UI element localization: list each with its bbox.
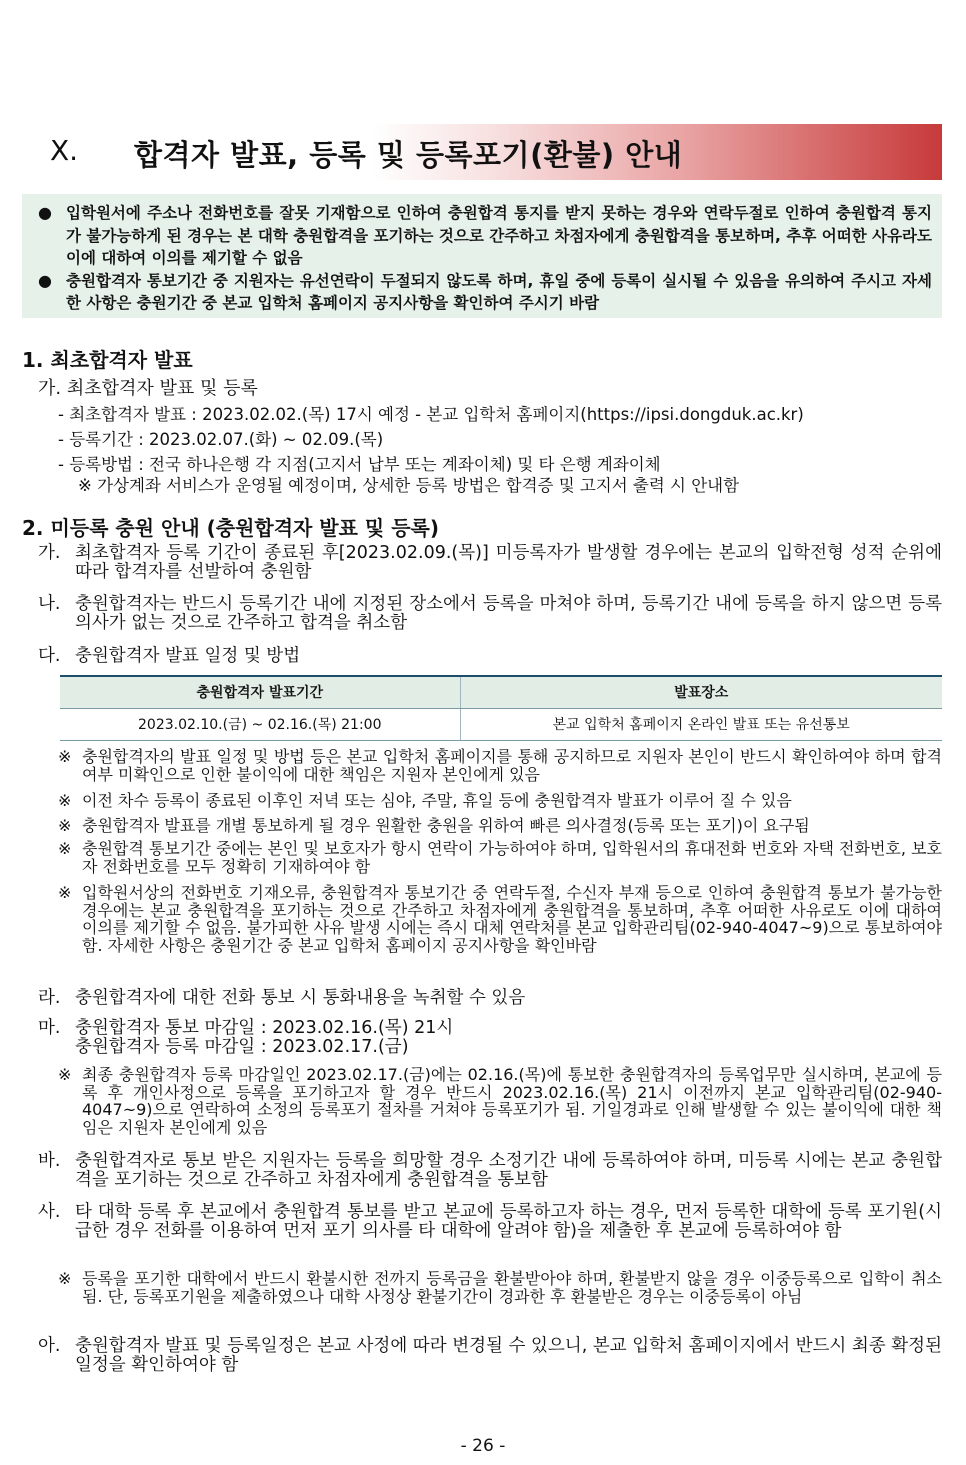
paragraph-ma bbox=[38, 1019, 942, 1057]
list-note: ※ 가상계좌 서비스가 운영될 예정이며, 상세한 등록 방법은 합격증 및 고지서 출력 시 안내함 bbox=[78, 476, 740, 495]
notice-text: 충원합격자 통보기간 중 지원자는 유선연락이 두절되지 않도록 하며, 휴일 중에 등록이 실시될 수 있음을 유의하여 주시고 자세한 사항은 충원기간 중 본교 입학처 홈페이지 공지사항을 확인하여 주시기 바람 bbox=[66, 271, 932, 312]
paragraph-na bbox=[38, 595, 942, 633]
paragraph-label: 사. bbox=[38, 1202, 61, 1222]
paragraph-sa bbox=[38, 1203, 942, 1241]
note-text: 등록을 포기한 대학에서 반드시 환불시한 전까지 등록금을 환불받아야 하며, 환불받지 않을 경우 이중등록으로 입학이 취소됨. 단, 등록포기원을 제출하였으나 대학 사정상 환불기간이 경과한 후 환불받은 경우는 이중등록이 아님 bbox=[82, 1269, 942, 1306]
note-item bbox=[58, 1066, 942, 1136]
chapter-number: X. bbox=[50, 134, 79, 167]
note-mark: ※ bbox=[58, 791, 72, 810]
list-item: - 등록기간 : 2023.02.07.(화) ~ 02.09.(목) bbox=[58, 430, 384, 449]
note-mark: ※ bbox=[58, 883, 72, 902]
schedule-table bbox=[60, 675, 942, 741]
table-row bbox=[60, 708, 942, 740]
paragraph-text: 충원합격자에 대한 전화 통보 시 통화내용을 녹취할 수 있음 bbox=[75, 988, 526, 1008]
paragraph-text: 충원합격자 통보 마감일 : 2023.02.16.(목) 21시 bbox=[75, 1018, 454, 1038]
paragraph-label: 아. bbox=[38, 1336, 61, 1356]
table-header: 발표장소 bbox=[460, 676, 942, 708]
subsection-heading: 가. 최초합격자 발표 및 등록 bbox=[38, 378, 258, 399]
note-text: 충원합격 통보기간 중에는 본인 및 보호자가 항시 연락이 가능하여야 하며, 입학원서의 휴대전화 번호와 자택 전화번호, 보호자 전화번호를 모두 정확히 기재하여야 함 bbox=[82, 839, 942, 876]
list-item: - 최초합격자 발표 : 2023.02.02.(목) 17시 예정 - 본교 입학처 홈페이지(https://ipsi.dongduk.ac.kr) bbox=[58, 405, 804, 424]
list-item: - 등록방법 : 전국 하나은행 각 지점(고지서 납부 또는 계좌이체) 및 타 은행 계좌이체 bbox=[58, 455, 661, 474]
paragraph-label: 바. bbox=[38, 1151, 61, 1171]
paragraph-text: 충원합격자 발표 일정 및 방법 bbox=[75, 646, 301, 666]
paragraph-label: 마. bbox=[38, 1018, 61, 1038]
note-text: 충원합격자 발표를 개별 통보하게 될 경우 원활한 충원을 위하여 빠른 의사결정(등록 또는 포기)이 요구됨 bbox=[82, 816, 810, 835]
section-heading: 2. 미등록 충원 안내 (충원합격자 발표 및 등록) bbox=[22, 516, 439, 540]
notice-item bbox=[32, 270, 932, 315]
note-text: 이전 차수 등록이 종료된 이후인 저녁 또는 심야, 주말, 휴일 등에 충원합격자 발표가 이루어 질 수 있음 bbox=[82, 791, 792, 810]
table-cell: 2023.02.10.(금) ~ 02.16.(목) 21:00 bbox=[60, 708, 460, 740]
paragraph-text: 타 대학 등록 후 본교에서 충원합격 통보를 받고 본교에 등록하고자 하는 경우, 먼저 등록한 대학에 등록 포기원(시급한 경우 전화를 이용하여 먼저 포기 의사를 타 대학에 알려야 함)을 제출한 후 본교에 등록하여야 함 bbox=[75, 1202, 942, 1241]
table-header-row bbox=[60, 676, 942, 708]
note-mark: ※ bbox=[58, 816, 72, 835]
paragraph-a bbox=[38, 1337, 942, 1375]
paragraph-text: 충원합격자로 통보 받은 지원자는 등록을 희망할 경우 소정기간 내에 등록하여야 하며, 미등록 시에는 본교 충원합격을 포기하는 것으로 간주하고 차점자에게 충원합격을 통보함 bbox=[75, 1151, 942, 1190]
paragraph-label: 나. bbox=[38, 594, 61, 614]
notice-item bbox=[32, 202, 932, 270]
paragraph-label: 라. bbox=[38, 988, 61, 1008]
note-item bbox=[58, 748, 942, 783]
paragraph-text: 충원합격자는 반드시 등록기간 내에 지정된 장소에서 등록을 마쳐야 하며, 등록기간 내에 등록을 하지 않으면 등록 의사가 없는 것으로 간주하고 합격을 취소함 bbox=[75, 594, 942, 633]
note-mark: ※ bbox=[58, 1065, 72, 1084]
paragraph-ra bbox=[38, 989, 942, 1008]
note-item bbox=[58, 817, 942, 835]
note-mark: ※ bbox=[58, 747, 72, 766]
bullet-icon: ● bbox=[38, 270, 52, 290]
note-text: 입학원서상의 전화번호 기재오류, 충원합격자 통보기간 중 연락두절, 수신자 부재 등으로 인하여 충원합격 통보가 불가능한 경우에는 본교 충원합격을 포기하는 것으로 간주하고 차점자에게 충원합격을 통보하며, 추후 어떠한 사유로도 이에 대하여 이의를 제기할 수 없음. 불가피한 사유 발생 시에는 즉시 대체 연락처를 본교 입학관리팀(02-940-4047~9)으로 통보하여야 함. 자세한 사항은 충원기간 중 본교 입학처 홈페이지 공지사항을 확인바람 bbox=[82, 883, 942, 955]
chapter-title: 합격자 발표, 등록 및 등록포기(환불) 안내 bbox=[134, 138, 683, 172]
table-cell: 본교 입학처 홈페이지 온라인 발표 또는 유선통보 bbox=[460, 708, 942, 740]
bullet-icon: ● bbox=[38, 203, 52, 222]
paragraph-ga bbox=[38, 544, 942, 582]
notice-text: 입학원서에 주소나 전화번호를 잘못 기재함으로 인하여 충원합격 통지를 받지 못하는 경우와 연락두절로 인하여 충원합격 통지가 불가능하게 된 경우는 본 대학 충원합격을 포기하는 것으로 간주하고 차점자에게 충원합격을 통보하며, 추후 어떠한 사유라도 이에 대하여 이의를 제기할 수 없음 bbox=[66, 204, 932, 267]
paragraph-label: 가. bbox=[38, 543, 61, 563]
section-heading: 1. 최초합격자 발표 bbox=[22, 348, 193, 372]
note-item bbox=[58, 840, 942, 875]
note-text: 충원합격자의 발표 일정 및 방법 등은 본교 입학처 홈페이지를 통해 공지하므로 지원자 본인이 반드시 확인하여야 하며 합격여부 미확인으로 인한 불이익에 대한 책임은 지원자 본인에게 있음 bbox=[82, 747, 942, 784]
note-item bbox=[58, 1270, 942, 1305]
chapter-title-banner bbox=[22, 124, 942, 180]
paragraph-text: 최초합격자 등록 기간이 종료된 후[2023.02.09.(목)] 미등록자가 발생할 경우에는 본교의 입학전형 성적 순위에 따라 합격자를 선발하여 충원함 bbox=[75, 543, 942, 582]
paragraph-ba bbox=[38, 1152, 942, 1190]
paragraph-da bbox=[38, 647, 942, 666]
notice-box bbox=[22, 194, 942, 318]
note-item bbox=[58, 884, 942, 954]
paragraph-text: 충원합격자 발표 및 등록일정은 본교 사정에 따라 변경될 수 있으니, 본교 입학처 홈페이지에서 반드시 최종 확정된 일정을 확인하여야 함 bbox=[75, 1336, 942, 1375]
table-header: 충원합격자 발표기간 bbox=[60, 676, 460, 708]
page-number: - 26 - bbox=[460, 1436, 506, 1456]
paragraph-text: 충원합격자 등록 마감일 : 2023.02.17.(금) bbox=[75, 1037, 409, 1057]
paragraph-label: 다. bbox=[38, 646, 61, 666]
note-text: 최종 충원합격자 등록 마감일인 2023.02.17.(금)에는 02.16.(목)에 통보한 충원합격자의 등록업무만 실시하며, 본교에 등록 후 개인사정으로 등록을 포기하고자 할 경우 반드시 2023.02.16.(목) 21시 이전까지 본교 입학관리팀(02-940-4047~9)으로 연락하여 소정의 등록포기 절차를 거쳐야 등록포기가 됨. 기일경과로 인해 발생할 수 있는 불이익에 대한 책임은 지원자 본인에게 있음 bbox=[82, 1065, 942, 1137]
note-mark: ※ bbox=[58, 839, 72, 858]
note-mark: ※ bbox=[58, 1269, 72, 1288]
note-item bbox=[58, 792, 942, 810]
